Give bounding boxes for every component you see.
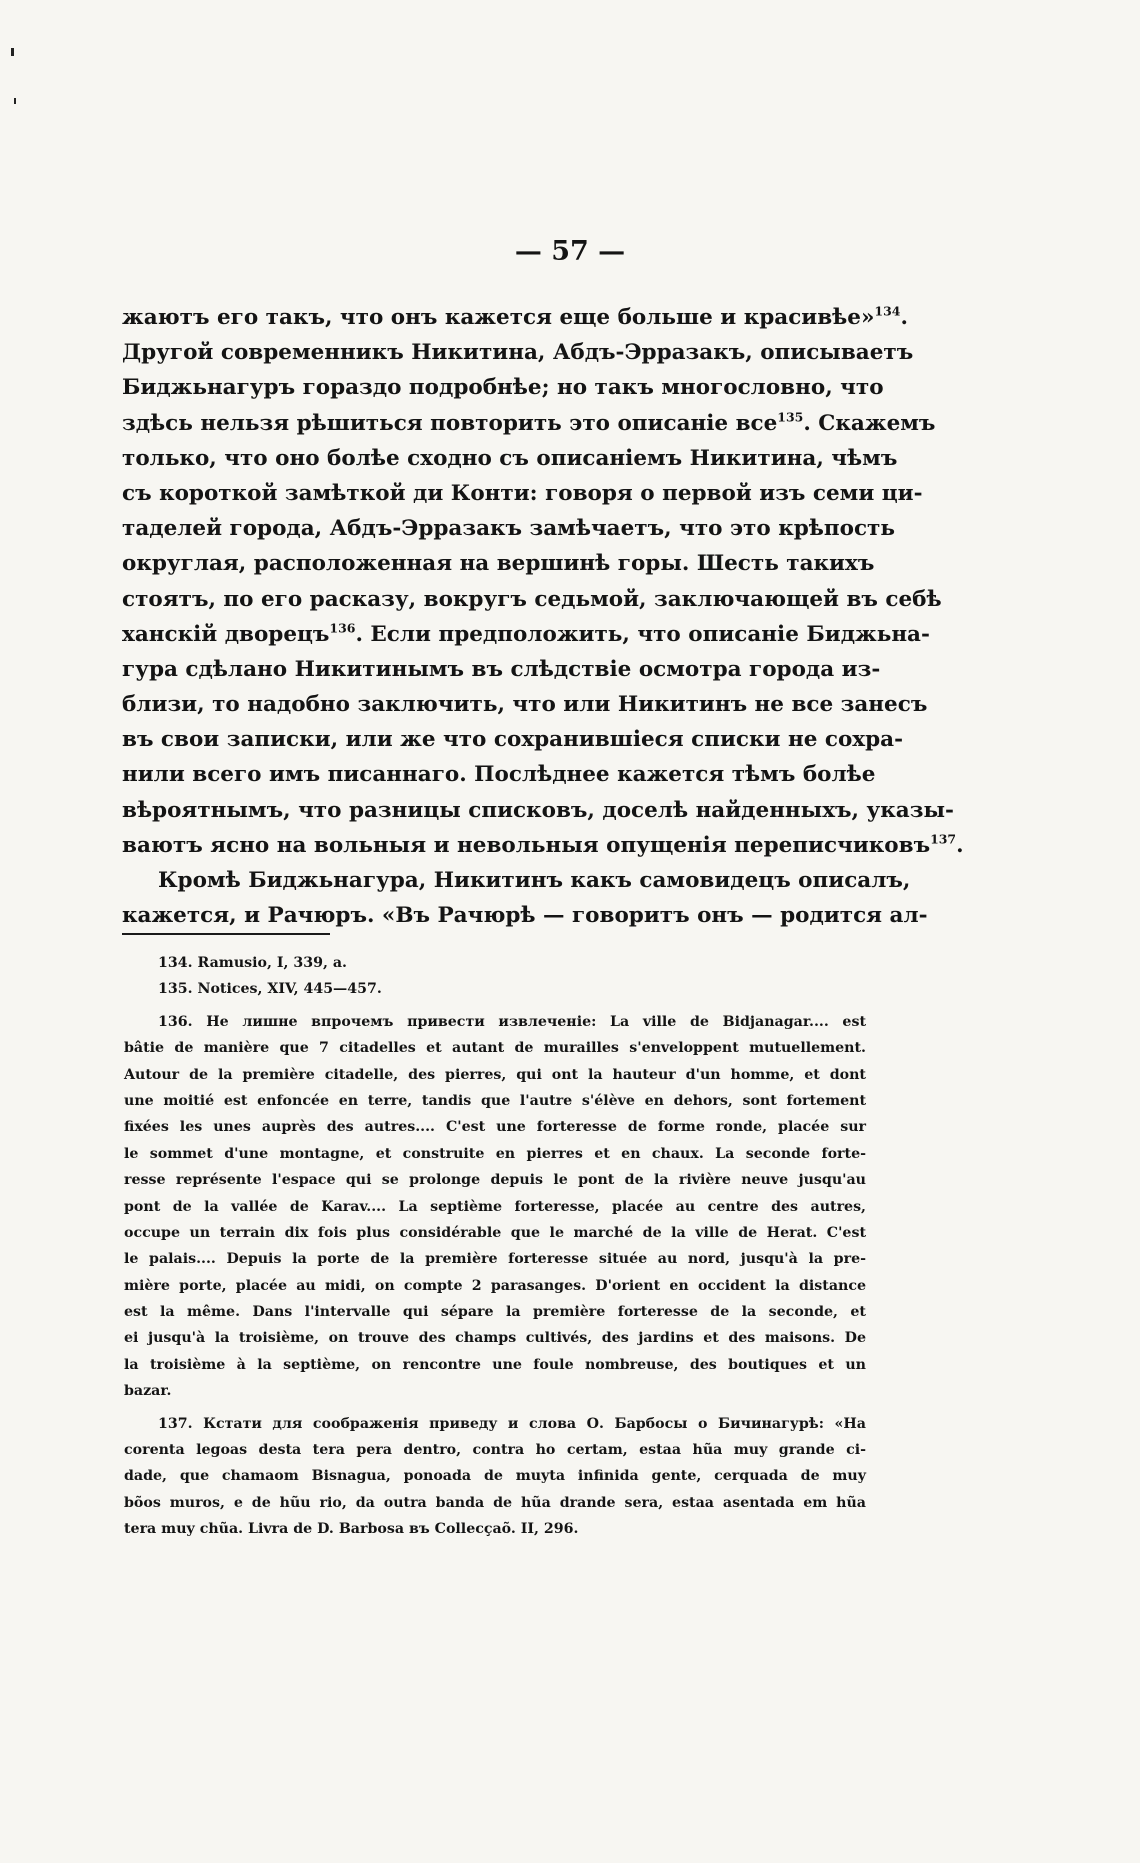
scan-edge-tick xyxy=(14,98,16,104)
body-line: ханскій дворецъ$^{136}$. Если предположить, что описаніе Биджьна- xyxy=(122,619,930,647)
footnote-135: 135. Notices, XIV, 445—457. xyxy=(158,981,382,998)
body-line: ваютъ ясно на вольныя и невольныя опущенія переписчиковъ$^{137}$. xyxy=(122,831,964,858)
footnote-line: bâtie de manière que 7 citadelles et autant de murailles s'enveloppent mutuellement. xyxy=(124,1040,866,1057)
body-line: съ короткой замѣткой ди Конти: говоря о первой изъ семи ци- xyxy=(122,480,923,506)
body-line: Кромѣ Биджьнагура, Никитинъ какъ самовидецъ описалъ, xyxy=(158,868,911,893)
body-line: въ свои записки, или же что сохранившіеся списки не сохра- xyxy=(122,727,903,753)
footnote-line: le sommet d'une montagne, et construite en pierres et en chaux. La seconde forte- xyxy=(124,1145,866,1162)
footnote-line: fixées les unes auprès des autres.... C'est une forteresse de forme ronde, placée sur xyxy=(124,1119,866,1136)
footnote-line: dade, que chamaom Bisnagua, ponoada de muyta infinida gente, cerquada de muy xyxy=(124,1468,866,1485)
footnotes xyxy=(124,950,866,1543)
footnote-137: 137. Кстати для соображенія приведу и слова О. Барбосы о Бичинагурѣ: «Ha xyxy=(158,1415,866,1432)
body-line: здѣсь нельзя рѣшиться повторить это описаніе все$^{135}$. Скажемъ xyxy=(122,408,936,436)
body-line: таделей города, Абдъ-Эрразакъ замѣчаетъ, что это крѣпость xyxy=(122,516,895,542)
body-line: нили всего имъ писаннаго. Послѣднее кажется тѣмъ болѣе xyxy=(122,762,876,788)
footnote-line: mière porte, placée au midi, on compte 2 parasanges. D'orient en occident la distance xyxy=(124,1277,866,1294)
page-number: — 57 — xyxy=(514,236,626,267)
body-line: округлая, расположенная на вершинѣ горы. Шесть такихъ xyxy=(122,551,875,577)
footnote-ref[interactable]: 134 xyxy=(874,303,901,319)
footnote-line: une moitié est enfoncée en terre, tandis que l'autre s'élève en dehors, sont fortement xyxy=(124,1092,866,1109)
footnote-ref[interactable]: 137 xyxy=(930,831,957,847)
body-line: близи, то надобно заключить, что или Никитинъ не все занесъ xyxy=(122,692,928,718)
body-line: жаютъ его такъ, что онъ кажется еще больше и красивѣе»$^{134}$. xyxy=(122,303,908,330)
footnote-line: tera muy chũa. Livra de D. Barbosa въ Collecçaõ. II, 296. xyxy=(124,1521,579,1538)
footnote-line: resse représente l'espace qui se prolonge depuis le pont de la rivière neuve jusqu'au xyxy=(124,1172,866,1189)
footnote-134: 134. Ramusio, I, 339, a. xyxy=(158,955,347,971)
footnote-line: Autour de la première citadelle, des pierres, qui ont la hauteur d'un homme, et dont xyxy=(124,1066,866,1083)
body-line: кажется, и Рачюръ. «Въ Рачюрѣ — говоритъ онъ — родится ал- xyxy=(122,903,928,929)
footnote-ref[interactable]: 136 xyxy=(329,619,356,635)
footnote-separator xyxy=(122,933,330,935)
body-line: только, что оно болѣе сходно съ описаніемъ Никитина, чѣмъ xyxy=(122,445,898,471)
footnote-line: bazar. xyxy=(124,1383,172,1400)
footnote-line: la troisième à la septième, on rencontre une foule nombreuse, des boutiques et un xyxy=(124,1356,866,1373)
main-text xyxy=(122,300,964,933)
body-line: гура сдѣлано Никитинымъ въ слѣдствіе осмотра города из- xyxy=(122,656,881,682)
footnote-ref[interactable]: 135 xyxy=(777,408,804,424)
footnote-line: ei jusqu'à la troisième, on trouve des champs cultivés, des jardins et des maisons. De xyxy=(124,1330,866,1347)
footnote-line: le palais.... Depuis la porte de la première forteresse située au nord, jusqu'à la pre- xyxy=(124,1251,866,1268)
body-line: стоятъ, по его расказу, вокругъ седьмой, заключающей въ себѣ xyxy=(122,586,942,612)
footnote-136: 136. Не лишне впрочемъ привести извлеченіе: La ville de Bidjanagar.... est xyxy=(158,1013,866,1030)
footnote-line: corenta legoas desta tera pera dentro, contra ho certam, estaa hũa muy grande ci- xyxy=(124,1442,866,1459)
footnote-line: bõos muros, e de hũu rio, da outra banda de hũa drande sera, estaa asentada em hũa xyxy=(124,1494,866,1511)
scan-edge-tick xyxy=(11,48,14,56)
footnote-line: est la même. Dans l'intervalle qui sépare la première forteresse de la seconde, et xyxy=(124,1304,866,1321)
footnote-line: pont de la vallée de Karav.... La septième forteresse, placée au centre des autres, xyxy=(124,1198,866,1215)
footnote-line: occupe un terrain dix fois plus considérable que le marché de la ville de Herat. C'est xyxy=(124,1224,866,1241)
body-line: Биджьнагуръ гораздо подробнѣе; но такъ многословно, что xyxy=(122,375,884,401)
body-line: вѣроятнымъ, что разницы списковъ, доселѣ найденныхъ, указы- xyxy=(122,797,954,823)
body-line: Другой современникъ Никитина, Абдъ-Эрразакъ, описываетъ xyxy=(122,340,914,366)
